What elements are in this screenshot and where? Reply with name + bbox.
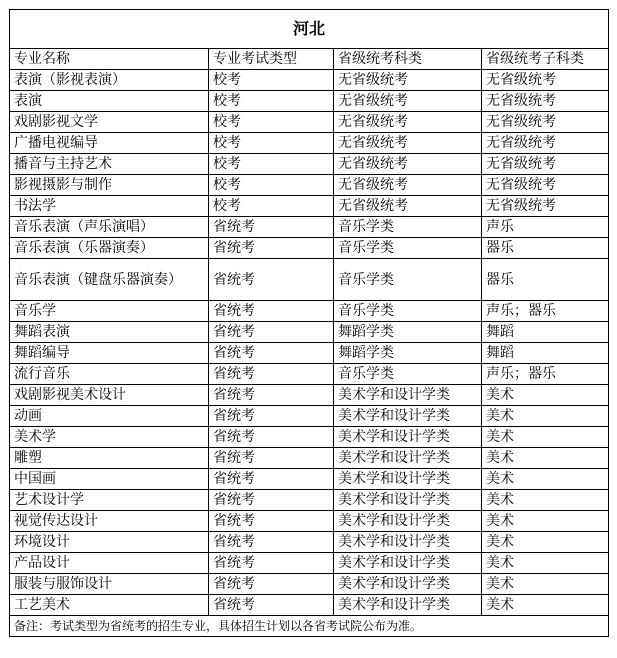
cell-subcategory: 美术 [482, 448, 609, 469]
cell-exam-type: 省统考 [209, 259, 334, 301]
cell-exam-type: 省统考 [209, 469, 334, 490]
cell-major: 雕塑 [10, 448, 209, 469]
cell-category: 美术学和设计学类 [334, 427, 482, 448]
cell-subcategory: 无省级统考 [482, 112, 609, 133]
cell-subcategory: 声乐；器乐 [482, 364, 609, 385]
header-row [10, 49, 609, 70]
cell-major: 音乐表演（键盘乐器演奏） [10, 259, 209, 301]
cell-major: 工艺美术 [10, 595, 209, 616]
table-row [10, 490, 609, 511]
cell-subcategory: 声乐；器乐 [482, 301, 609, 322]
cell-exam-type: 校考 [209, 112, 334, 133]
cell-category: 美术学和设计学类 [334, 553, 482, 574]
cell-exam-type: 省统考 [209, 343, 334, 364]
admissions-table [9, 9, 609, 637]
cell-major: 美术学 [10, 427, 209, 448]
cell-exam-type: 校考 [209, 154, 334, 175]
cell-exam-type: 校考 [209, 175, 334, 196]
cell-major: 音乐表演（乐器演奏） [10, 238, 209, 259]
cell-subcategory: 无省级统考 [482, 196, 609, 217]
note-row [10, 616, 609, 637]
cell-exam-type: 省统考 [209, 238, 334, 259]
cell-category: 美术学和设计学类 [334, 448, 482, 469]
header-subcategory: 省级统考子科类 [482, 49, 609, 70]
cell-subcategory: 美术 [482, 406, 609, 427]
table-row [10, 427, 609, 448]
cell-category: 音乐学类 [334, 238, 482, 259]
cell-category: 无省级统考 [334, 70, 482, 91]
cell-major: 影视摄影与制作 [10, 175, 209, 196]
cell-category: 音乐学类 [334, 217, 482, 238]
cell-category: 舞蹈学类 [334, 343, 482, 364]
cell-major: 视觉传达设计 [10, 511, 209, 532]
cell-subcategory: 器乐 [482, 238, 609, 259]
table-row [10, 133, 609, 154]
table-row [10, 553, 609, 574]
cell-subcategory: 美术 [482, 427, 609, 448]
cell-category: 美术学和设计学类 [334, 511, 482, 532]
cell-major: 流行音乐 [10, 364, 209, 385]
cell-subcategory: 美术 [482, 595, 609, 616]
cell-subcategory: 无省级统考 [482, 154, 609, 175]
cell-exam-type: 省统考 [209, 217, 334, 238]
cell-major: 中国画 [10, 469, 209, 490]
table-note: 备注：考试类型为省统考的招生专业，具体招生计划以各省考试院公布为准。 [10, 616, 609, 637]
table-row [10, 238, 609, 259]
cell-category: 无省级统考 [334, 196, 482, 217]
table-row [10, 574, 609, 595]
cell-subcategory: 无省级统考 [482, 175, 609, 196]
cell-category: 无省级统考 [334, 154, 482, 175]
cell-subcategory: 无省级统考 [482, 91, 609, 112]
cell-category: 无省级统考 [334, 133, 482, 154]
cell-exam-type: 校考 [209, 70, 334, 91]
table-row [10, 196, 609, 217]
cell-category: 美术学和设计学类 [334, 406, 482, 427]
cell-major: 音乐表演（声乐演唱） [10, 217, 209, 238]
cell-category: 舞蹈学类 [334, 322, 482, 343]
cell-subcategory: 美术 [482, 532, 609, 553]
cell-category: 音乐学类 [334, 259, 482, 301]
cell-exam-type: 校考 [209, 196, 334, 217]
cell-subcategory: 器乐 [482, 259, 609, 301]
cell-subcategory: 美术 [482, 490, 609, 511]
table-row [10, 259, 609, 301]
title-row [10, 10, 609, 49]
admissions-table-container [9, 9, 608, 637]
cell-subcategory: 舞蹈 [482, 343, 609, 364]
cell-subcategory: 声乐 [482, 217, 609, 238]
cell-major: 广播电视编导 [10, 133, 209, 154]
cell-exam-type: 省统考 [209, 322, 334, 343]
cell-major: 表演 [10, 91, 209, 112]
table-row [10, 406, 609, 427]
cell-exam-type: 省统考 [209, 364, 334, 385]
cell-subcategory: 无省级统考 [482, 70, 609, 91]
cell-major: 艺术设计学 [10, 490, 209, 511]
table-body [10, 10, 609, 616]
cell-exam-type: 省统考 [209, 574, 334, 595]
cell-category: 美术学和设计学类 [334, 595, 482, 616]
cell-exam-type: 校考 [209, 133, 334, 154]
cell-category: 美术学和设计学类 [334, 385, 482, 406]
header-major: 专业名称 [10, 49, 209, 70]
cell-exam-type: 校考 [209, 91, 334, 112]
cell-major: 舞蹈表演 [10, 322, 209, 343]
cell-exam-type: 省统考 [209, 385, 334, 406]
cell-exam-type: 省统考 [209, 511, 334, 532]
cell-category: 无省级统考 [334, 91, 482, 112]
table-row [10, 91, 609, 112]
cell-subcategory: 舞蹈 [482, 322, 609, 343]
cell-category: 音乐学类 [334, 364, 482, 385]
cell-category: 音乐学类 [334, 301, 482, 322]
header-category: 省级统考科类 [334, 49, 482, 70]
table-row [10, 217, 609, 238]
cell-category: 美术学和设计学类 [334, 490, 482, 511]
cell-subcategory: 美术 [482, 574, 609, 595]
table-row [10, 595, 609, 616]
table-row [10, 532, 609, 553]
cell-major: 动画 [10, 406, 209, 427]
cell-major: 音乐学 [10, 301, 209, 322]
cell-major: 戏剧影视美术设计 [10, 385, 209, 406]
table-row [10, 343, 609, 364]
cell-category: 美术学和设计学类 [334, 469, 482, 490]
table-row [10, 301, 609, 322]
cell-exam-type: 省统考 [209, 301, 334, 322]
cell-subcategory: 无省级统考 [482, 133, 609, 154]
cell-exam-type: 省统考 [209, 406, 334, 427]
cell-major: 产品设计 [10, 553, 209, 574]
cell-major: 播音与主持艺术 [10, 154, 209, 175]
table-row [10, 70, 609, 91]
cell-exam-type: 省统考 [209, 532, 334, 553]
cell-subcategory: 美术 [482, 469, 609, 490]
cell-major: 舞蹈编导 [10, 343, 209, 364]
cell-major: 环境设计 [10, 532, 209, 553]
cell-subcategory: 美术 [482, 385, 609, 406]
table-row [10, 511, 609, 532]
cell-exam-type: 省统考 [209, 490, 334, 511]
cell-exam-type: 省统考 [209, 448, 334, 469]
cell-subcategory: 美术 [482, 511, 609, 532]
table-row [10, 469, 609, 490]
header-exam-type: 专业考试类型 [209, 49, 334, 70]
table-row [10, 448, 609, 469]
cell-major: 表演（影视表演） [10, 70, 209, 91]
table-row [10, 385, 609, 406]
table-title: 河北 [10, 10, 609, 49]
cell-exam-type: 省统考 [209, 427, 334, 448]
cell-major: 戏剧影视文学 [10, 112, 209, 133]
cell-category: 无省级统考 [334, 112, 482, 133]
cell-subcategory: 美术 [482, 553, 609, 574]
cell-exam-type: 省统考 [209, 553, 334, 574]
cell-category: 美术学和设计学类 [334, 574, 482, 595]
table-row [10, 364, 609, 385]
cell-major: 服装与服饰设计 [10, 574, 209, 595]
table-row [10, 112, 609, 133]
table-row [10, 154, 609, 175]
cell-category: 美术学和设计学类 [334, 532, 482, 553]
cell-exam-type: 省统考 [209, 595, 334, 616]
table-row [10, 322, 609, 343]
table-row [10, 175, 609, 196]
cell-major: 书法学 [10, 196, 209, 217]
cell-category: 无省级统考 [334, 175, 482, 196]
